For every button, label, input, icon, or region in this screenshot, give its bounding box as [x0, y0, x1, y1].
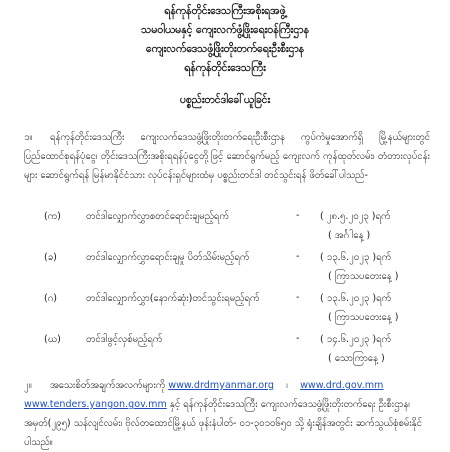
paragraph-2-number: ၂။	[24, 380, 32, 391]
schedule-date: ( ၁၃.၆.၂၀၂၃ )ရက်	[320, 252, 391, 263]
link-tenders-yangon[interactable]: www.tenders.yangon.gov.mm	[24, 399, 167, 410]
header-line-1: ရန်ကုန်တိုင်းဒေသကြီးအစိုးရအဖွဲ့	[164, 5, 286, 17]
schedule-row	[44, 333, 430, 374]
schedule-dash: -	[296, 210, 300, 221]
notice-title: ပစ္စည်းတင်ဒါခေါ်ယူခြင်း	[179, 94, 271, 106]
schedule-day: ( အင်္ဂါနေ့ )	[328, 230, 371, 241]
schedule-date: ( ၁၃.၆.၂၀၂၃ )ရက်	[320, 293, 391, 304]
schedule-dash: -	[296, 333, 300, 344]
schedule-label: (ဂ)	[44, 293, 57, 304]
paragraph-2-text-a: အသေးစိတ်အချက်အလက်များကို	[50, 380, 166, 391]
paragraph-2	[24, 376, 432, 452]
paragraph-1	[24, 128, 430, 185]
schedule-row	[44, 210, 430, 251]
schedule-row	[44, 251, 430, 292]
schedule-day: ( သောကြာနေ့ )	[328, 353, 385, 364]
schedule-date: ( ၁၄.၆.၂၀၂၃ )ရက်	[320, 334, 391, 345]
paragraph-1-number: ၁။	[24, 132, 33, 143]
separator: ၊	[286, 380, 288, 391]
schedule-dash: -	[296, 292, 300, 303]
schedule-row	[44, 292, 430, 333]
header-line-2: သမဝါယမနှင့် ကျေးလက်ဖွံ့ဖြိုးရေးဝန်ကြီးဌာန	[141, 24, 309, 36]
schedule-label: (ဃ)	[44, 334, 61, 345]
schedule-day: ( ကြာသပတေးနေ့ )	[328, 271, 399, 282]
schedule-day: ( ကြာသပတေးနေ့ )	[328, 312, 399, 323]
header-line-4: ရန်ကုန်တိုင်းဒေသကြီး	[184, 62, 266, 74]
schedule-text: တင်ဒါဖွင့်လှစ်မည့်ရက်	[86, 334, 163, 345]
link-drdmyanmar[interactable]: www.drdmyanmar.org	[168, 380, 274, 391]
schedule-date: ( ၂၈.၅.၂၀၂၃ )ရက်	[320, 211, 391, 222]
schedule-text: တင်ဒါလျှောက်လွှာရောင်းချမှု ပိတ်သိမ်းမည့်ရက်	[86, 252, 250, 263]
link-drd-gov[interactable]: www.drd.gov.mm	[300, 380, 384, 391]
schedule-list	[44, 210, 430, 374]
schedule-label: (ခ)	[44, 252, 57, 263]
paragraph-1-text: ရန်ကုန်တိုင်းဒေသကြီး ကျေးလက်ဒေသဖွံ့ဖြိုးတိုးတက်ရေးဦးစီးဌာန ကွပ်ကဲမှုအောက်ရှိ မြို့နယ်များတွင် ပြည်ထောင်စုရန်ပုံငွေ၊ တိုင်းဒေသကြီးအစိုးရရန်ပုံငွေတို့ဖြင့် ဆောင်ရွက်မည့် ကျေးလက် ကုန်ထုတ်လမ်း၊ တံတားလုပ်ငန်းများ ဆောင်ရွက်ရန် မြန်မာနိုင်ငံသား လုပ်ငန်းရှင်များထံမှ ပစ္စည်းတင်ဒါ တင်သွင်းရန် ဖိတ်ခေါ်ပါသည်-	[24, 132, 430, 181]
paragraph-2-text-b: နှင့် ရန်ကုန်တိုင်းဒေသကြီး ကျေးလက်ဒေသဖွံ့ဖြိုးတိုးတက်ရေး ဦးစီးဌာန၊ အမှတ်(၂၉၅) သန်လျင်လမ်း၊ ဗိုလ်တထောင်မြို့နယ် ဖုန်းနံပါတ်- ၀၁-၃၀၁၀၆၅၀ သို့ ရုံးချိန်အတွင်း ဆက်သွယ်စုံစမ်းနိုင်ပါသည်။	[24, 399, 422, 448]
schedule-text: တင်ဒါလျှောက်လွှာ(နောက်ဆုံး)တင်သွင်းရမည့်ရက်	[86, 293, 260, 304]
schedule-dash: -	[296, 251, 300, 262]
schedule-label: (က)	[44, 211, 61, 222]
schedule-text: တင်ဒါလျှောက်လွှာစတင်ရောင်းချမည့်ရက်	[86, 211, 229, 222]
header-line-3: ကျေးလက်ဒေသဖွံ့ဖြိုးတိုးတက်ရေးဦးစီးဌာန	[145, 43, 305, 55]
